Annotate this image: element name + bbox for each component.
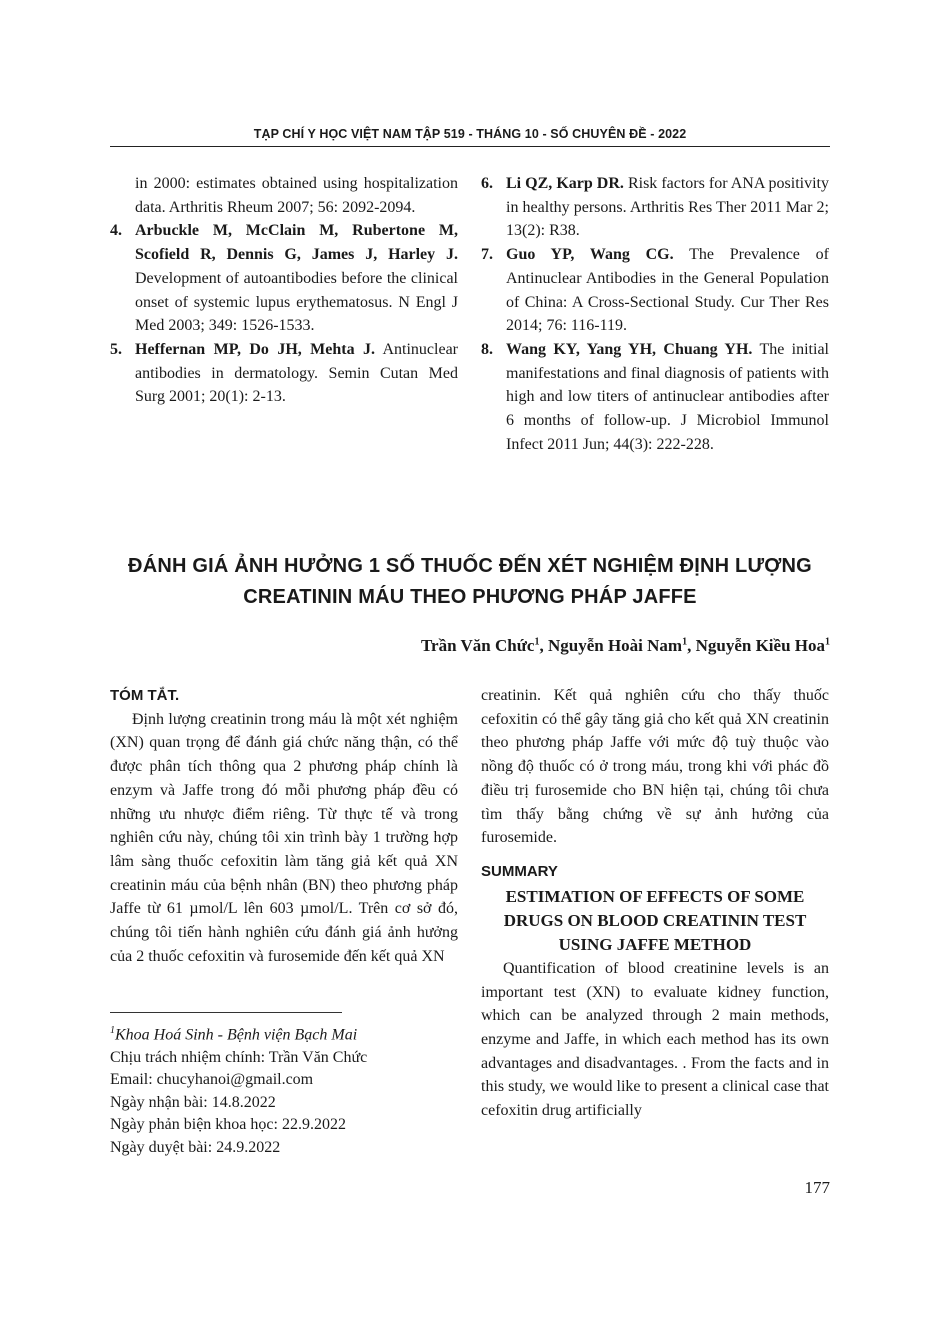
footnote-reviewed-date: Ngày phản biện khoa học: 22.9.2022 [110, 1116, 346, 1134]
abstract-heading: TÓM TẮT. [110, 687, 180, 704]
article-title-line-2: CREATININ MÁU THEO PHƯƠNG PHÁP JAFFE [243, 586, 697, 608]
author-name: Nguyễn Hoài Nam [547, 636, 683, 655]
reference-number: 8. [481, 340, 493, 358]
reference-text: The initial manifestations and final diagnosis of patients with high and low titers of antinuclear antibodies after 6 months of follow-up. J Microbiol Immunol Infect 2011 Jun; 44(3): 222-228. [506, 340, 829, 453]
header-rule [110, 146, 830, 147]
article-title-line-1: ĐÁNH GIÁ ẢNH HƯỞNG 1 SỐ THUỐC ĐẾN XÉT NGHIỆM ĐỊNH LƯỢNG [128, 555, 812, 577]
references-left-column [110, 172, 458, 409]
reference-text: Antinuclear antibodies in dermatology. Semin Cutan Med Surg 2001; 20(1): 2-13. [135, 340, 458, 406]
reference-continuation-text: in 2000: estimates obtained using hospitalization data. Arthritis Rheum 2007; 56: 2092-2094. [135, 175, 458, 216]
reference-item [110, 219, 458, 338]
footnote-responsible: Chịu trách nhiệm chính: Trần Văn Chức [110, 1048, 368, 1066]
footnote-affiliation-text: Khoa Hoá Sinh - Bệnh viện Bạch Mai [115, 1026, 358, 1044]
abstract-right-column [481, 684, 829, 1123]
author-affiliation-marker: 1 [825, 636, 830, 648]
reference-number: 7. [481, 246, 493, 264]
footnote-rule [110, 1012, 342, 1013]
reference-authors: Wang KY, Yang YH, Chuang YH. [506, 340, 753, 358]
reference-number: 5. [110, 340, 122, 358]
reference-authors: Heffernan MP, Do JH, Mehta J. [135, 340, 375, 358]
reference-number: 4. [110, 222, 122, 240]
footnote-affiliation-marker: 1 [110, 1025, 115, 1036]
reference-text: The Prevalence of Antinuclear Antibodies in the General Population of China: A Cross-Sectional Study. Cur Ther Res 2014; 76: 116-119. [506, 246, 830, 335]
article-title [110, 551, 830, 613]
reference-text: Development of autoantibodies before the clinical onset of systemic lupus erythematosus. N Engl J Med 2003; 349: 1526-1533. [135, 269, 458, 335]
summary-heading: SUMMARY [481, 862, 558, 880]
abstract-paragraph: Định lượng creatinin trong máu là một xét nghiệm (XN) quan trọng để đánh giá chức năng thận, có thể được phân tích thông qua 2 phương pháp chính là enzym và Jaffe trong đó mỗi phương pháp đều có những ưu nhược điểm riêng. Từ thực tế và trong nghiên cứu này, chúng tôi xin trình bày 1 trường hợp lâm sàng thuốc cefoxitin làm tăng giả kết quả XN creatinin máu của bệnh nhân (BN) theo phương pháp Jaffe từ 61 µmol/L lên 603 µmol/L. Trên cơ sở đó, chúng tôi tiến hành nghiên cứu đánh giá ảnh hưởng của 2 thuốc cefoxitin và furosemide đến kết quả XN [110, 710, 458, 965]
footnote-affiliation [110, 1020, 470, 1047]
author-list: Trần Văn Chức$^1$, Nguyễn Hoài Nam$^1$, Nguyễn Kiều Hoa$^1$ [420, 636, 830, 655]
author-affiliation-marker: 1 [682, 636, 688, 648]
reference-authors: Guo YP, Wang CG. [506, 246, 674, 264]
reference-authors: Arbuckle M, McClain M, Rubertone M, Scofield R, Dennis G, James J, Harley J. [135, 222, 458, 264]
abstract-paragraph-continued: creatinin. Kết quả nghiên cứu cho thấy thuốc cefoxitin có thể gây tăng giả cho kết quả XN creatinin theo phương pháp Jaffe với mức độ tuỳ thuộc vào nồng độ thuốc có ở trong máu, trong khi với phác đồ điều trị furosemide cho BN hiện tại, chúng tôi chưa tìm thấy bằng chứng về sự ảnh hưởng của furosemide. [481, 687, 829, 847]
footnote-accepted-date: Ngày duyệt bài: 24.9.2022 [110, 1138, 281, 1156]
abstract-left-column [110, 684, 458, 968]
author-name: Nguyễn Kiều Hoa [695, 636, 825, 655]
reference-item [481, 338, 829, 457]
footnotes [110, 1020, 470, 1159]
author-affiliation-marker: 1 [534, 636, 540, 648]
footnote-email: Email: chucyhanoi@gmail.com [110, 1071, 314, 1089]
reference-authors: Li QZ, Karp DR. [506, 175, 624, 192]
references-right-column [481, 172, 829, 456]
journal-header: TẠP CHÍ Y HỌC VIỆT NAM TẬP 519 - THÁNG 10 - SỐ CHUYÊN ĐỀ - 2022 [253, 127, 687, 141]
reference-item [481, 243, 829, 338]
summary-title: ESTIMATION OF EFFECTS OF SOME DRUGS ON BLOOD CREATININ TEST USING JAFFE METHOD [503, 886, 807, 954]
reference-item [110, 338, 458, 409]
reference-continuation [110, 172, 458, 219]
summary-paragraph: Quantification of blood creatinine levels is an important test (XN) to evaluate kidney function, which can be analyzed through 2 main methods, enzyme and Jaffe, in which each method has its own advantages and disadvantages. . From the facts and in this study, we would like to present a clinical case that cefoxitin drug artificially [481, 959, 829, 1120]
reference-item [481, 172, 829, 243]
author-name: Trần Văn Chức [420, 636, 535, 655]
reference-text: Risk factors for ANA positivity in healthy persons. Arthritis Res Ther 2011 Mar 2; 13(2): R38. [506, 175, 829, 240]
reference-number: 6. [481, 175, 493, 192]
footnote-received-date: Ngày nhận bài: 14.8.2022 [110, 1093, 276, 1111]
page-number: 177 [804, 1178, 830, 1197]
